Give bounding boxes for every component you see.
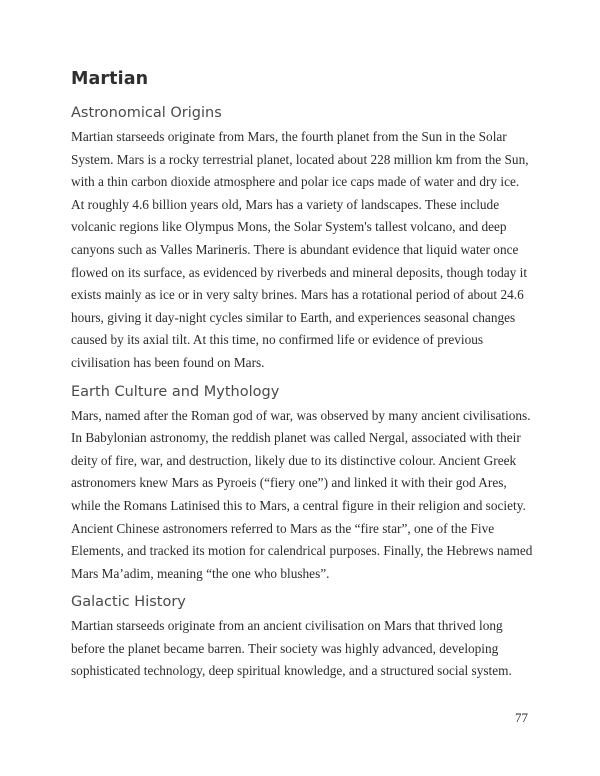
section-body-astronomical-origins: Martian starseeds originate from Mars, the fourth planet from the Sun in the Solar System. Mars is a rocky terrestrial planet, located about 228 million km from the Sun, with a thin carbon dioxide atmosphere and polar ice caps made of water and dry ice. At roughly 4.6 billion years old, Mars has a variety of landscapes. These include volcanic regions like Olympus Mons, the Solar System's tallest volcano, and deep canyons such as Valles Marineris. There is abundant evidence that liquid water once flowed on its surface, as evidenced by riverbeds and mineral deposits, though today it exists mainly as ice or in very salty brines. Mars has a rotational period of about 24.6 hours, giving it day-night cycles similar to Earth, and experiences seasonal changes caused by its axial tilt. At this time, no confirmed life or evidence of previous civilisation has been found on Mars.: [71, 129, 529, 370]
section-heading-earth-culture: Earth Culture and Mythology: [71, 383, 280, 400]
chapter-title: Martian: [71, 69, 149, 89]
section-body-earth-culture: Mars, named after the Roman god of war, was observed by many ancient civilisations. In Babylonian astronomy, the reddish planet was called Nergal, associated with their deity of fire, war, and destruction, likely due to its distinctive colour. Ancient Greek astronomers knew Mars as Pyroeis (“fiery one”) and linked it with their god Ares, while the Romans Latinised this to Mars, a central figure in their religion and society. Ancient Chinese astronomers referred to Mars as the “fire star”, one of the Five Elements, and tracked its motion for calendrical purposes. Finally, the Hebrews named Mars Ma’adim, meaning “the one who blushes”.: [71, 407, 533, 581]
section-body-galactic-history: Martian starseeds originate from an ancient civilisation on Mars that thrived long before the planet became barren. Their society was highly advanced, developing sophisticated technology, deep spiritual knowledge, and a structured social system.: [71, 618, 512, 679]
section-heading-galactic-history: Galactic History: [71, 594, 186, 611]
page-content: [71, 66, 533, 683]
section-heading-astronomical-origins: Astronomical Origins: [71, 105, 222, 121]
page-number: 77: [515, 710, 528, 725]
